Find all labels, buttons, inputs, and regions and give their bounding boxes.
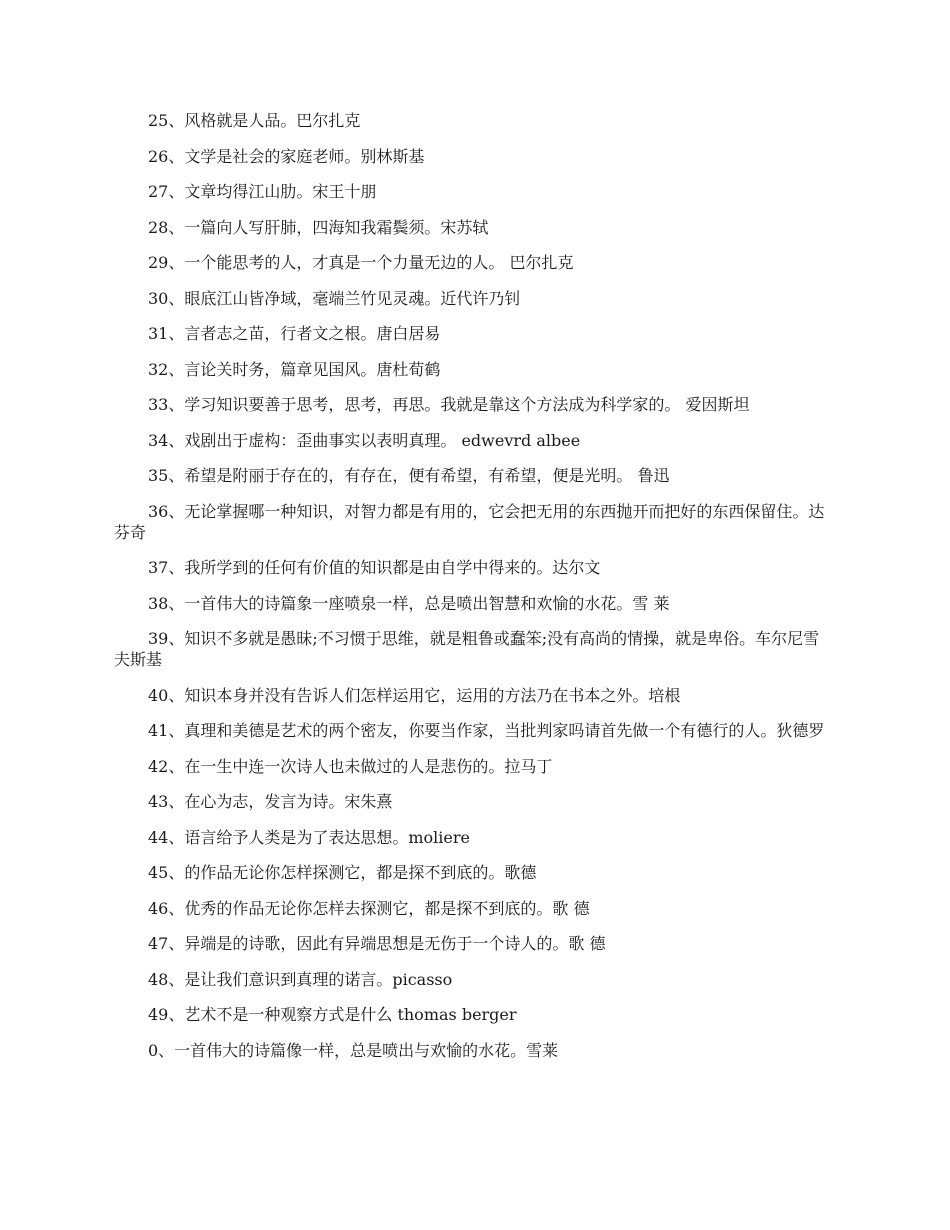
- quote-37: 37、我所学到的任何有价值的知识都是由自学中得来的。达尔文: [148, 558, 601, 577]
- quote-40: 40、知识本身并没有告诉人们怎样运用它，运用的方法乃在书本之外。培根: [148, 685, 681, 705]
- quote-38: 38、一首伟大的诗篇象一座喷泉一样，总是喷出智慧和欢愉的水花。雪 莱: [148, 593, 670, 613]
- quote-36: 36、无论掌握哪一种知识，对智力都是有用的，它会把无用的东西抛开而把好的东西保留住。达芬奇: [114, 501, 825, 542]
- quote-43: 43、在心为志，发言为诗。宋朱熹: [148, 792, 393, 811]
- quote-35: 35、希望是附丽于存在的，有存在，便有希望，有希望，便是光明。 鲁迅: [148, 466, 670, 485]
- quote-39: 39、知识不多就是愚昧;不习惯于思维，就是粗鲁或蠢笨;没有高尚的情操，就是卑俗。车尔尼雪夫斯基: [114, 629, 820, 669]
- quote-26: 26、文学是社会的家庭老师。别林斯基: [148, 146, 425, 166]
- quote-49: 49、艺术不是一种观察方式是什么 thomas berger: [148, 1005, 517, 1024]
- quote-30: 30、眼底江山皆净域，毫端兰竹见灵魂。近代许乃钊: [148, 288, 521, 308]
- quote-41: 41、真理和美德是艺术的两个密友，你要当作家，当批判家吗请首先做一个有德行的人。狄德罗: [148, 721, 825, 740]
- quote-44: 44、语言给予人类是为了表达思想。moliere: [148, 827, 470, 847]
- quote-42: 42、在一生中连一次诗人也未做过的人是悲伤的。拉马丁: [148, 756, 553, 776]
- quote-47: 47、异端是的诗歌，因此有异端思想是无伤于一个诗人的。歌 德: [148, 934, 606, 953]
- quote-48: 48、是让我们意识到真理的诺言。picasso: [148, 969, 453, 989]
- quote-31: 31、言者志之苗，行者文之根。唐白居易: [148, 324, 441, 343]
- quote-33: 33、学习知识要善于思考，思考，再思。我就是靠这个方法成为科学家的。 爱因斯坦: [148, 395, 750, 414]
- quote-32: 32、言论关时务，篇章见国风。唐杜荀鹤: [148, 359, 441, 379]
- quote-27: 27、文章均得江山肋。宋王十朋: [148, 182, 377, 201]
- quote-list: [114, 110, 830, 1061]
- quote-29: 29、一个能思考的人，才真是一个力量无边的人。 巴尔扎克: [148, 253, 574, 272]
- quote-45: 45、的作品无论你怎样探测它，都是探不到底的。歌德: [148, 863, 537, 882]
- quote-28: 28、一篇向人写肝肺，四海知我霜鬓须。宋苏轼: [148, 217, 489, 237]
- quote-0: 0、一首伟大的诗篇像一样，总是喷出与欢愉的水花。雪莱: [148, 1040, 559, 1060]
- quote-25: 25、风格就是人品。巴尔扎克: [148, 111, 361, 130]
- quote-34: 34、戏剧出于虚构：歪曲事实以表明真理。 edwevrd albee: [148, 430, 581, 450]
- quote-46: 46、优秀的作品无论你怎样去探测它，都是探不到底的。歌 德: [148, 898, 590, 918]
